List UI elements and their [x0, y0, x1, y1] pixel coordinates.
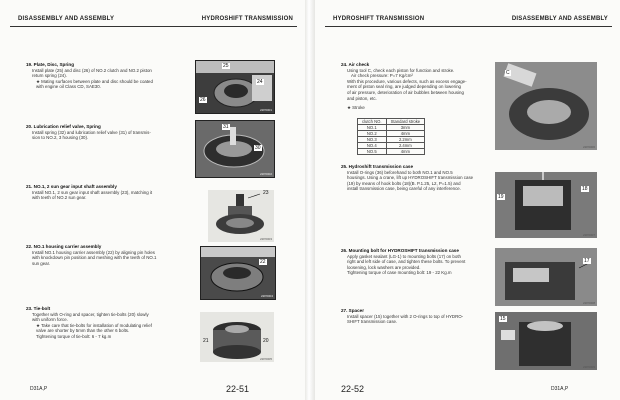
- section-note: Tightening torque of tie-bolt: 6 - 7 kg.m: [36, 333, 112, 339]
- section-19: [26, 62, 191, 90]
- section-line: return spring (24).: [32, 73, 67, 79]
- callout-label: C: [506, 70, 510, 76]
- left-header-title: DISASSEMBLY AND ASSEMBLY: [18, 16, 115, 22]
- table-cell: NO.4: [358, 143, 387, 149]
- section-title: 21. NO.1, 2 sun gear input shaft assembly: [26, 184, 117, 189]
- section-note: ★ Take care that tie-bolts for installation of modulating relief: [36, 322, 152, 328]
- callout-label: 22: [260, 259, 266, 265]
- table-cell: 3mm: [386, 125, 425, 131]
- table-cell: NO.3: [358, 137, 387, 143]
- callout-label: 21: [203, 338, 209, 344]
- section-line: loosening, lock washers are provided.: [347, 264, 421, 270]
- section-line: with knockdown pin position and meshing with the teeth of NO.1: [32, 255, 157, 261]
- section-27: [341, 308, 491, 325]
- right-page-number: 22-52: [341, 384, 365, 394]
- photo-sun-gear-shaft: [208, 190, 274, 242]
- section-title: 25. Hydroshift transmission case: [341, 164, 413, 169]
- section-note: ★ Mating surfaces between plate and disc should be coated: [36, 78, 153, 84]
- photo-mounting-bolt-image: [495, 248, 597, 306]
- section-title: 24. Air check: [341, 62, 370, 67]
- photo-ref: 22P0009: [582, 365, 595, 369]
- photo-tie-bolt: [200, 312, 274, 362]
- section-title: 22. NO.1 housing carrier assembly: [26, 244, 102, 249]
- section-line: with teeth of NO.2 sun gear.: [32, 195, 87, 201]
- section-20: [26, 124, 191, 141]
- section-24: [341, 62, 481, 111]
- section-line: sion to NO.2, 3 housing (30).: [32, 135, 89, 141]
- column-header: Standard stroke: [386, 119, 425, 125]
- callout-label: 18: [582, 186, 588, 192]
- page-gutter: [305, 0, 315, 400]
- photo-tie-bolt-image: [200, 312, 274, 362]
- photo-ref: 22P0002: [259, 172, 272, 176]
- photo-transmission-case-image: [495, 172, 597, 238]
- photo-spacer-image: [495, 312, 597, 370]
- table-cell: 4mm: [386, 131, 425, 137]
- section-25: [341, 164, 491, 192]
- section-line: Together with O-ring and spacer, tighten tie-bolts (20) slowly: [32, 311, 149, 317]
- callout-label: 17: [584, 258, 590, 264]
- section-line: and piston, etc.: [347, 95, 377, 101]
- section-line: SHIFT transmission case.: [347, 319, 398, 325]
- table-cell: 2.4mm: [386, 143, 425, 149]
- section-line: Install plate (25) and disc (26) of NO.2 clutch and NO.2 piston: [32, 67, 152, 73]
- photo-housing-carrier: [200, 246, 276, 300]
- photo-ref: 22P0006: [582, 145, 595, 149]
- section-title: 23. Tie-bolt: [26, 306, 51, 311]
- section-26: [341, 248, 491, 276]
- photo-air-check: [495, 62, 597, 150]
- photo-relief-valve-image: [196, 121, 274, 177]
- photo-plate-disc-image: [196, 61, 274, 113]
- section-line: Using tool C, check each piston for function and stroke.: [347, 67, 455, 73]
- callout-label: 25: [223, 63, 229, 69]
- section-line: Tightening torque of case mounting bolt: 19 - 22 Kg.m: [347, 270, 452, 276]
- photo-ref: 22P0003: [259, 237, 272, 241]
- section-line: Install NO.1 housing carrier assembly (22) by aligning pin holes: [32, 249, 155, 255]
- callout-label: 19: [498, 194, 504, 200]
- table-header-row: [358, 119, 425, 125]
- table-row: [358, 149, 425, 155]
- section-line: (19) by means of hook bolts (18)(B. P.1.25, L2, P=1.5) and: [347, 180, 461, 186]
- stroke-table: [357, 118, 425, 155]
- callout-label: 30: [255, 145, 261, 151]
- table-cell: NO.5: [358, 149, 387, 155]
- section-line: right and left side of case, and tighten these bolts. To prevent: [347, 259, 466, 265]
- photo-plate-disc: [195, 60, 275, 114]
- table-cell: 4mm: [386, 149, 425, 155]
- left-page: [0, 0, 305, 400]
- photo-transmission-case: [495, 172, 597, 238]
- photo-sun-gear-shaft-image: [208, 190, 274, 242]
- section-line: sun gear.: [32, 260, 51, 266]
- left-footer-model: D31A,P: [30, 386, 48, 392]
- section-note: with engine oil Class CD, SAE30.: [36, 84, 101, 90]
- section-line: install transmission case, being careful of any interference.: [347, 186, 461, 192]
- photo-spacer: [495, 312, 597, 370]
- section-line: of air pressure, deterioration of air bubbles between housing: [347, 89, 464, 95]
- table-cell: NO.2: [358, 131, 387, 137]
- section-title: 26. Mounting bolt for HYDROSHIFT transmission case: [341, 248, 459, 253]
- photo-ref: 22P0007: [582, 233, 595, 237]
- callout-label: 24: [257, 79, 263, 85]
- section-line: housings. Using a crane, lift up HYDROSHIFT transmission case: [347, 175, 474, 181]
- callout-label: 31: [223, 124, 229, 130]
- photo-ref: 22P0004: [260, 294, 273, 298]
- callout-label: 20: [263, 338, 269, 344]
- callout-label: 15: [500, 316, 506, 322]
- photo-ref: 22P0001: [259, 108, 272, 112]
- section-21: [26, 184, 191, 201]
- section-23: [26, 306, 196, 340]
- right-footer-model: D31A,P: [551, 386, 569, 392]
- photo-housing-carrier-image: [201, 247, 275, 299]
- section-line: Air check pressure: P=7 Kg/cm²: [351, 73, 413, 79]
- photo-ref: 22P0005: [259, 357, 272, 361]
- callout-label: 23: [263, 190, 269, 196]
- section-line: Apply gasket sealant (LG-1) to mounting bolts (17) on both: [347, 253, 461, 259]
- right-page-header: [325, 14, 612, 27]
- right-header-section: HYDROSHIFT TRANSMISSION: [333, 16, 425, 22]
- table-cell: NO.1: [358, 125, 387, 131]
- section-title: 27. Spacer: [341, 308, 364, 313]
- section-title: 19. Plate, Disc, Spring: [26, 62, 74, 67]
- right-page: [315, 0, 620, 400]
- section-line: Install spacer (15) together with 2 O-rings to top of HYDRO-: [347, 313, 464, 319]
- section-line: With this procedure, various defects, such as excess engage-: [347, 78, 467, 84]
- right-header-title: DISASSEMBLY AND ASSEMBLY: [511, 16, 608, 22]
- photo-relief-valve: [195, 120, 275, 178]
- callout-label: 26: [200, 97, 206, 103]
- stroke-label: ★ Stroke: [347, 105, 365, 111]
- section-line: ment of piston seal ring, are judged depending on lowering: [347, 84, 461, 90]
- section-line: Install O-rings (36) beforehand to both NO.1 and NO.5: [347, 169, 453, 175]
- section-line: with uniform force.: [32, 317, 68, 323]
- section-note: valve are shorter by 5mm than the other 6 bolts.: [36, 328, 130, 334]
- section-title: 20. Lubrication relief valve, Spring: [26, 124, 101, 129]
- left-header-section: HYDROSHIFT TRANSMISSION: [201, 16, 293, 22]
- left-page-header: [10, 14, 297, 27]
- section-line: Install NO.1, 2 sun gear input shaft assembly (23), matching it: [32, 189, 153, 195]
- photo-mounting-bolt: [495, 248, 597, 306]
- table-cell: 2.2mm: [386, 137, 425, 143]
- column-header: clutch NO.: [358, 119, 387, 125]
- section-22: [26, 244, 191, 266]
- section-line: Install spring (32) and lubrication relief valve (31) of transmis-: [32, 129, 151, 135]
- photo-ref: 22P0008: [582, 301, 595, 305]
- left-page-number: 22-51: [226, 384, 250, 394]
